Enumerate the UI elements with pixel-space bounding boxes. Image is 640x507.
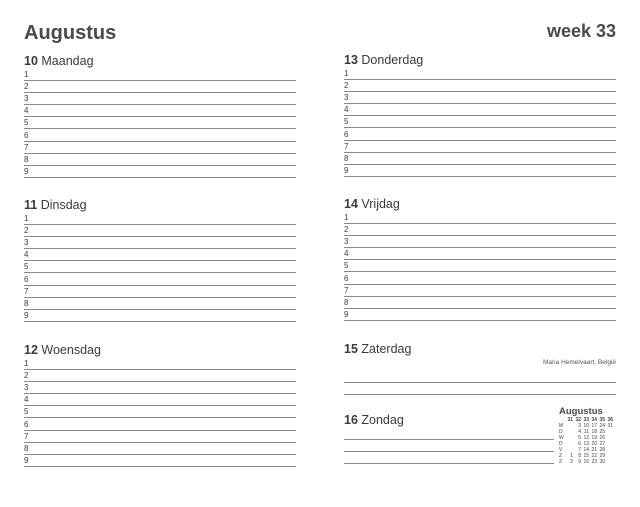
day-block-friday [344,196,616,321]
hour-label: 3 [24,383,29,393]
mini-date: 8 [578,453,581,459]
mini-date: 9 [578,459,581,465]
hour-label: 1 [344,69,349,79]
month-title: Augustus [24,22,117,44]
hour-line[interactable] [24,310,296,322]
hour-label: 6 [344,129,349,139]
day-block-saturday [344,341,616,395]
hour-line[interactable] [344,236,616,248]
hour-label: 9 [344,165,349,175]
day-number: 16 [344,413,358,427]
hour-label: 4 [344,249,349,259]
hour-line[interactable] [344,297,616,309]
day-heading [24,53,296,69]
mini-calendar [559,406,619,465]
hour-label: 9 [344,309,349,319]
hour-label: 6 [24,274,29,284]
mini-weekday-label: D [559,429,563,435]
day-number: 10 [24,54,38,68]
hour-label: 5 [344,261,349,271]
hour-line[interactable] [24,406,296,418]
day-name: Zaterdag [361,342,412,356]
mini-date: 21 [591,447,597,453]
hour-label: 4 [24,250,29,260]
mini-week-number: 36 [607,417,613,423]
day-number: 14 [344,197,358,211]
day-number: 12 [24,343,38,357]
day-name: Maandag [41,54,94,68]
mini-week-number: 32 [575,417,581,423]
mini-date: 12 [583,435,589,441]
hour-lines [24,69,296,178]
day-number: 15 [344,342,358,356]
mini-weekday-label: V [559,447,563,453]
mini-weekday-label: D [559,441,563,447]
hour-lines [24,213,296,322]
hour-label: 8 [24,154,29,164]
hour-label: 9 [24,310,29,320]
hour-line[interactable] [24,358,296,370]
day-name: Donderdag [361,53,424,67]
day-block-monday [24,53,296,178]
hour-label: 7 [344,285,349,295]
mini-date: 25 [599,429,605,435]
hour-label: 8 [344,297,349,307]
mini-week-number: 31 [567,417,573,423]
hour-line[interactable] [24,129,296,141]
mini-date: 22 [591,453,597,459]
hour-label: 6 [24,130,29,140]
hour-line[interactable] [24,431,296,443]
hour-label: 1 [24,214,29,224]
hour-lines [344,212,616,321]
hour-lines [24,358,296,467]
mini-date: 24 [599,423,605,429]
mini-calendar-grid [559,417,619,465]
mini-date: 27 [599,441,605,447]
hour-line[interactable] [344,309,616,321]
hour-label: 2 [24,82,29,92]
day-heading [24,197,296,213]
hour-line[interactable] [344,224,616,236]
hour-line[interactable] [344,80,616,92]
mini-date: 13 [583,441,589,447]
day-name: Vrijdag [361,197,400,211]
mini-weekday-label: Z [559,453,563,459]
hour-line[interactable] [24,443,296,455]
hour-label: 9 [24,455,29,465]
hour-line[interactable] [344,104,616,116]
hour-label: 1 [24,359,29,369]
hour-label: 3 [344,93,349,103]
holiday-note: Maria Hemelvaart, België [543,359,616,366]
hour-label: 3 [24,238,29,248]
mini-date: 29 [599,453,605,459]
hour-label: 7 [24,286,29,296]
mini-date: 10 [583,423,589,429]
hour-line[interactable] [24,69,296,81]
hour-label: 5 [24,118,29,128]
mini-date: 18 [591,429,597,435]
hour-line[interactable] [344,116,616,128]
note-line [344,428,554,440]
hour-line[interactable] [344,212,616,224]
hour-label: 4 [344,105,349,115]
hour-label: 2 [344,81,349,91]
hour-line[interactable] [344,153,616,165]
hour-label: 3 [24,94,29,104]
mini-date: 23 [591,459,597,465]
note-line [344,440,554,452]
hour-label: 2 [344,225,349,235]
hour-label: 5 [24,407,29,417]
hour-label: 3 [344,237,349,247]
hour-label: 8 [24,443,29,453]
hour-line[interactable] [344,141,616,153]
day-heading [344,341,616,357]
hour-line[interactable] [24,225,296,237]
mini-date: 15 [583,453,589,459]
hour-label: 8 [24,298,29,308]
day-heading [344,52,616,68]
hour-line[interactable] [344,248,616,260]
hour-line[interactable] [24,117,296,129]
mini-date: 1 [570,453,573,459]
hour-line[interactable] [24,166,296,178]
hour-line[interactable] [24,273,296,285]
hour-label: 6 [344,273,349,283]
hour-label: 9 [24,166,29,176]
hour-line[interactable] [24,455,296,467]
hour-line[interactable] [24,394,296,406]
hour-line[interactable] [24,418,296,430]
hour-line[interactable] [344,128,616,140]
hour-line[interactable] [24,154,296,166]
mini-date: 26 [599,435,605,441]
hour-lines [344,68,616,177]
hour-line[interactable] [344,165,616,177]
day-name: Woensdag [41,343,101,357]
hour-line[interactable] [344,272,616,284]
hour-line[interactable] [24,249,296,261]
hour-line[interactable] [24,298,296,310]
hour-line[interactable] [344,68,616,80]
hour-label: 4 [24,395,29,405]
mini-date [605,459,613,465]
hour-line[interactable] [24,237,296,249]
mini-date: 28 [599,447,605,453]
day-number: 13 [344,53,358,67]
hour-label: 5 [344,117,349,127]
day-name: Zondag [361,413,404,427]
hour-label: 6 [24,419,29,429]
hour-label: 1 [344,213,349,223]
hour-label: 7 [24,142,29,152]
hour-label: 5 [24,262,29,272]
hour-line[interactable] [344,285,616,297]
note-line [344,452,554,464]
hour-line[interactable] [24,382,296,394]
hour-label: 7 [344,141,349,151]
day-block-sunday [344,412,554,464]
hour-line[interactable] [24,105,296,117]
hour-line[interactable] [24,142,296,154]
hour-label: 2 [24,371,29,381]
mini-date: 4 [578,429,581,435]
hour-line[interactable] [24,370,296,382]
mini-week-number: 34 [591,417,597,423]
day-heading [344,196,616,212]
hour-line[interactable] [24,81,296,93]
mini-date: 5 [578,435,581,441]
hour-label: 4 [24,106,29,116]
mini-date: 7 [578,447,581,453]
day-number: 11 [24,198,38,212]
day-block-thursday [344,52,616,177]
mini-date: 14 [583,447,589,453]
hour-label: 7 [24,431,29,441]
note-line [344,371,616,383]
day-block-tuesday [24,197,296,322]
hour-line[interactable] [24,286,296,298]
hour-line[interactable] [24,213,296,225]
mini-date: 11 [583,429,589,435]
mini-date: 3 [578,423,581,429]
mini-date: 6 [578,441,581,447]
mini-date: 19 [591,435,597,441]
mini-date: 2 [570,459,573,465]
hour-line[interactable] [344,260,616,272]
mini-date: 20 [591,441,597,447]
mini-date: 30 [599,459,605,465]
mini-calendar-title: Augustus [559,406,603,417]
note-line [344,383,616,395]
week-number: week 33 [546,21,616,41]
mini-week-number: 35 [599,417,605,423]
hour-label: 2 [24,226,29,236]
day-block-wednesday [24,342,296,467]
mini-weekday-label: W [559,435,564,441]
hour-line[interactable] [24,93,296,105]
hour-label: 1 [24,70,29,80]
mini-date: 17 [591,423,597,429]
hour-label: 8 [344,153,349,163]
day-name: Dinsdag [40,198,87,212]
mini-week-number: 33 [583,417,589,423]
day-heading [24,342,296,358]
mini-date: 16 [583,459,589,465]
mini-weekday-label: M [559,423,564,429]
mini-weekday-label: Z [559,459,563,465]
day-heading [344,412,554,428]
hour-line[interactable] [24,261,296,273]
hour-line[interactable] [344,92,616,104]
mini-date: 31 [607,423,613,429]
